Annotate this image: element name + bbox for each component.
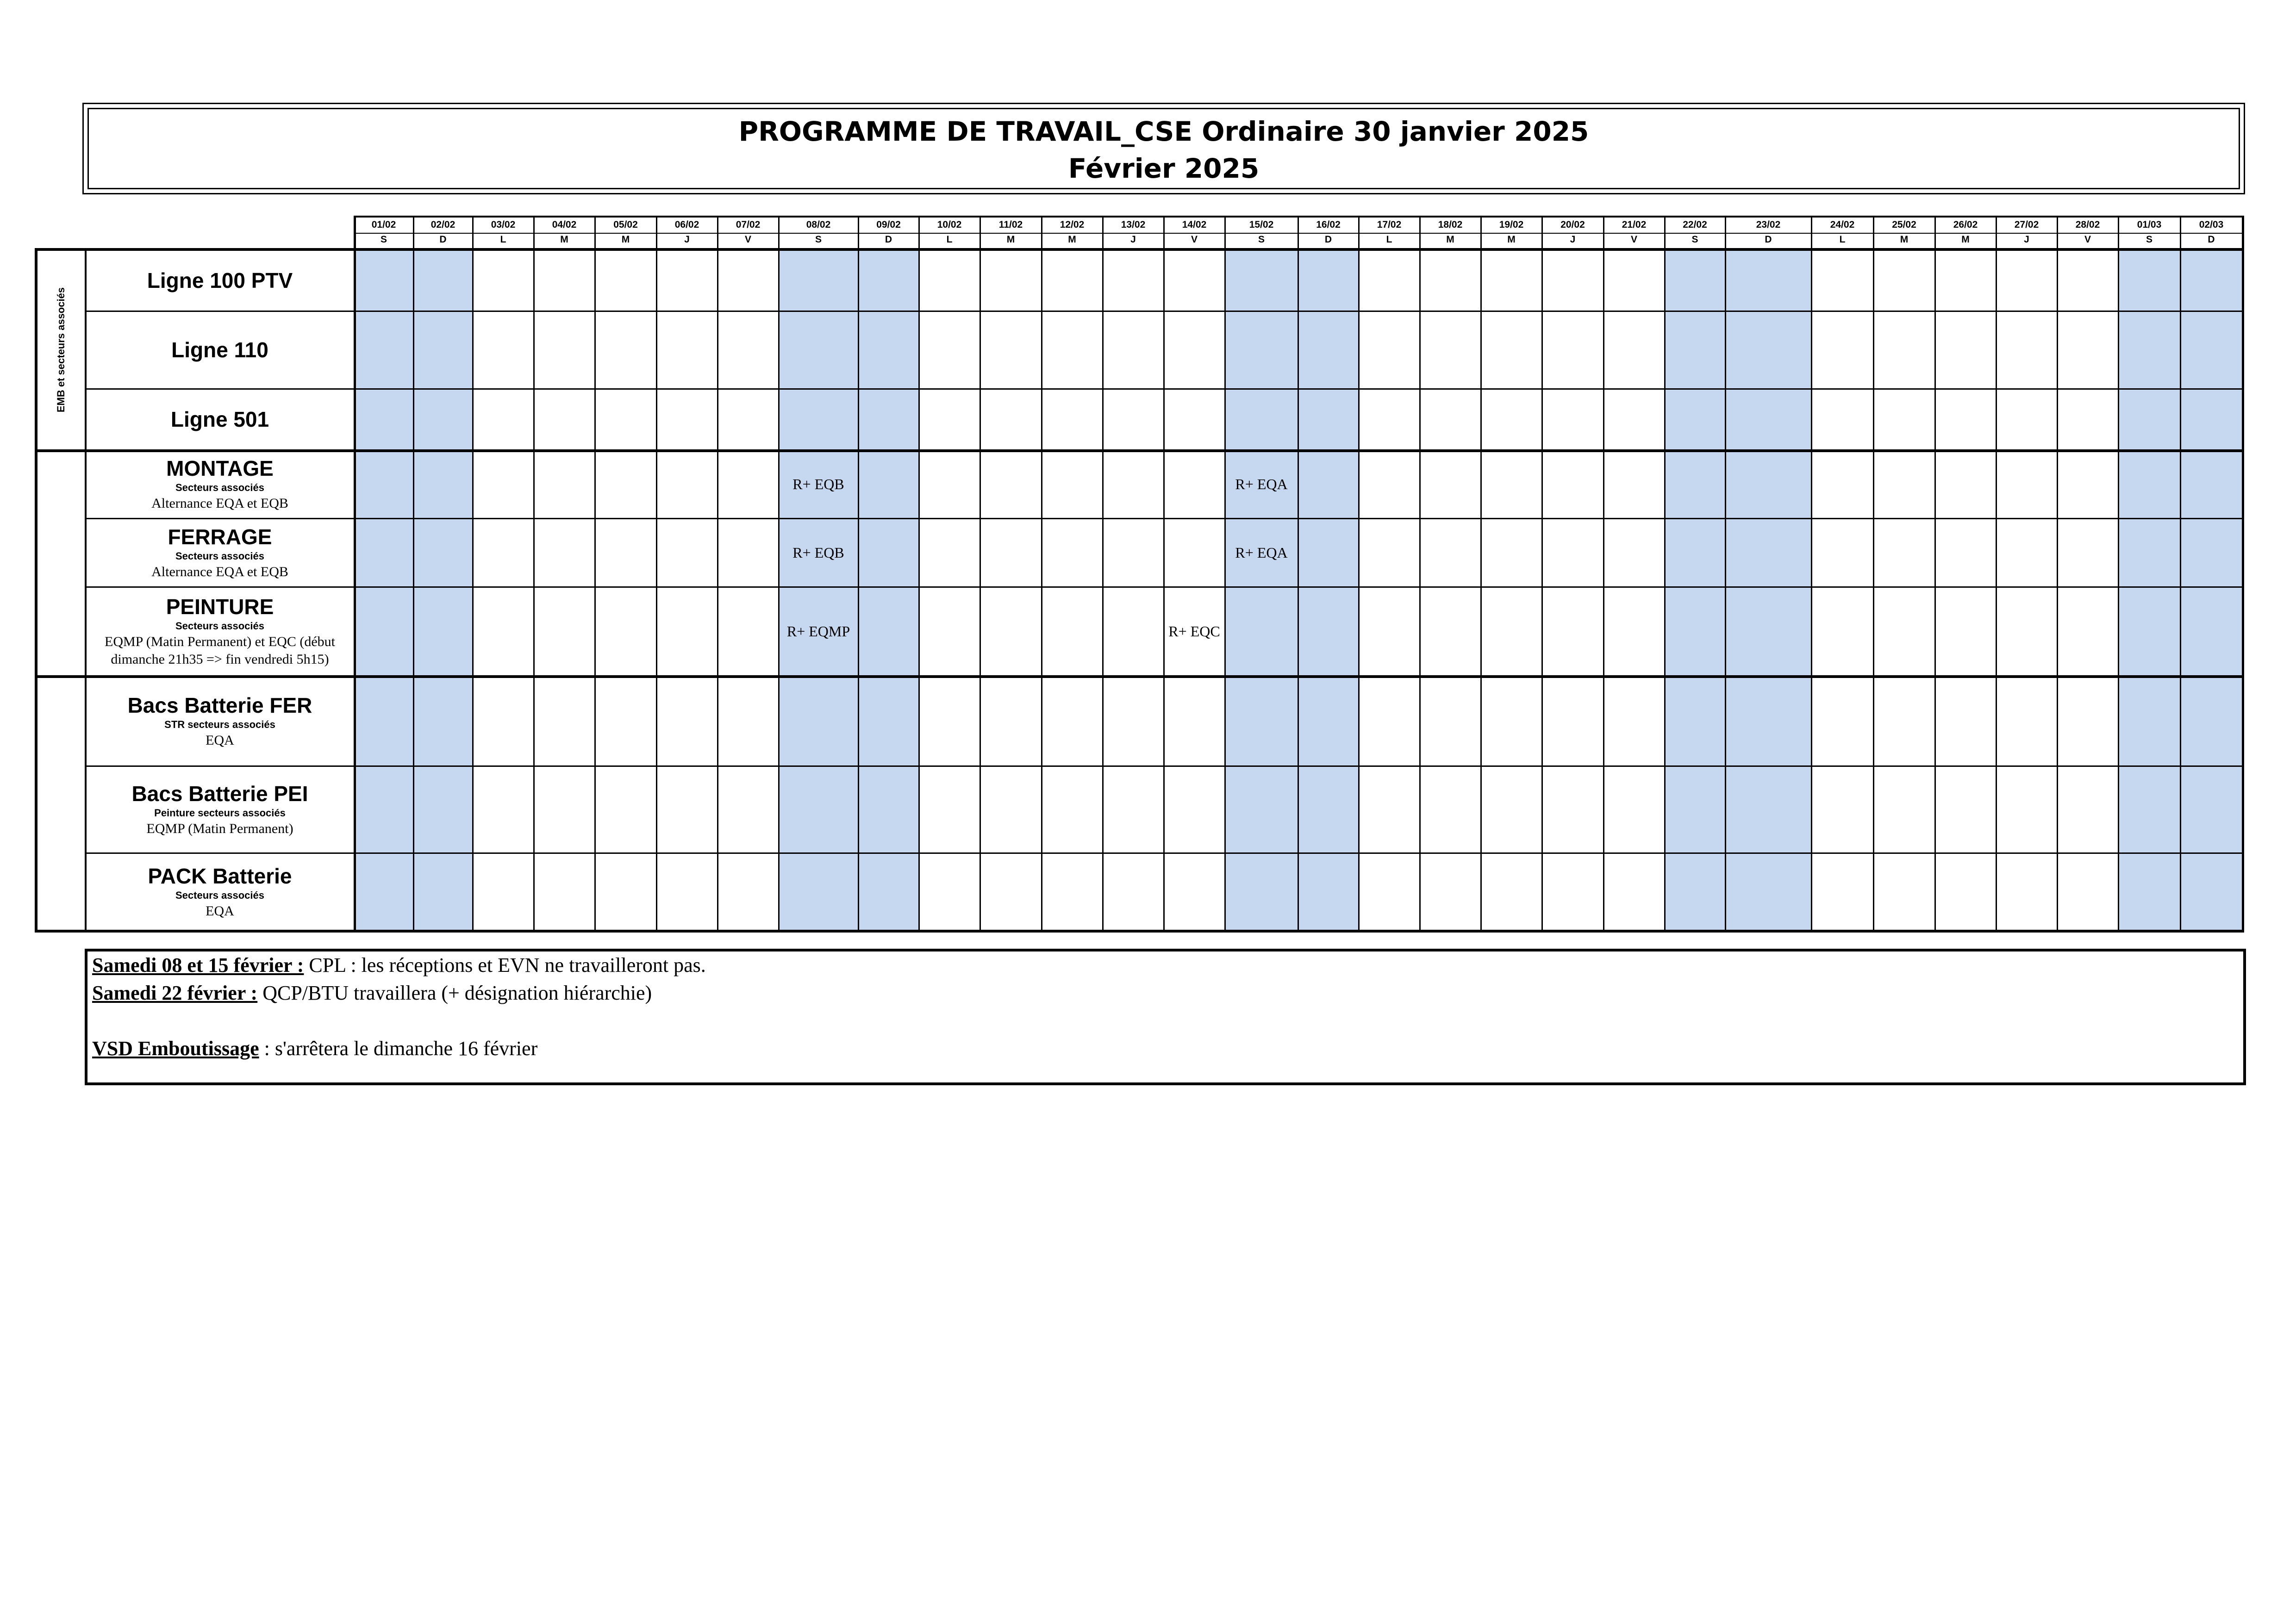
note-line-1 [92,952,706,978]
header-day: M [1507,234,1516,245]
row-detail: Alternance EQA et EQB [151,496,288,511]
header-day: D [885,234,892,245]
note-line-4 [92,1036,537,1062]
row-name: FERRAGE [168,525,272,549]
header-date: 25/02 [1892,219,1916,230]
header-date: 05/02 [613,219,638,230]
column-border [2180,216,2181,930]
weekend-shade [354,250,413,930]
row-detail: Alternance EQA et EQB [151,564,288,579]
column-border [2242,216,2244,930]
header-day: M [1900,234,1909,245]
row-label [86,518,354,587]
header-day: L [1386,234,1392,245]
header-date: 03/02 [491,219,516,230]
row-sub: Secteurs associés [175,482,265,493]
row-border [85,765,2244,767]
column-border [1541,216,1543,930]
group-label: EMB et secteurs associés [55,287,67,413]
column-border [1996,216,1997,930]
header-day: L [500,234,506,245]
row-label [86,250,354,311]
row-label [86,766,354,853]
weekend-shade [1225,250,1298,930]
weekend-shade [413,250,473,930]
header-mid-border [354,233,2244,234]
group-border [35,930,2244,933]
header-date: 12/02 [1060,219,1085,230]
header-date: 14/02 [1182,219,1207,230]
row-label [86,853,354,930]
header-day: S [380,234,387,245]
header-day: M [621,234,630,245]
column-border [594,216,596,930]
header-date: 22/02 [1683,219,1707,230]
column-border [1811,216,1812,930]
column-border [533,216,535,930]
header-date: 21/02 [1622,219,1647,230]
header-date: 01/02 [371,219,396,230]
cell-annotation: R+ EQMP [786,622,850,640]
cell-annotation: R+ EQB [792,544,844,561]
row-detail: EQMP (Matin Permanent) [146,821,293,836]
row-sub: Secteurs associés [175,550,265,562]
column-border [1725,216,1726,930]
header-date: 28/02 [2075,219,2100,230]
header-date: 19/02 [1499,219,1524,230]
header-day: V [744,234,751,245]
header-date: 06/02 [674,219,699,230]
page-subtitle: Février 2025 [1068,153,1260,184]
notes-box [85,949,2246,1085]
header-day: M [1068,234,1076,245]
column-border [1664,216,1666,930]
note-text: : s'arrêtera le dimanche 16 février [259,1037,538,1060]
group-border [35,449,2244,452]
header-day: V [2084,234,2091,245]
header-day: M [1961,234,1970,245]
header-day: J [684,234,690,245]
column-border [2118,216,2119,930]
header-date: 20/02 [1560,219,1585,230]
weekend-shade [1298,250,1359,930]
header-date: 27/02 [2014,219,2039,230]
column-border [1873,216,1874,930]
column-border [918,216,920,930]
header-date: 13/02 [1121,219,1146,230]
row-label [86,311,354,389]
cell-annotation: R+ EQA [1235,544,1288,561]
note-key: Samedi 22 février : [92,982,258,1004]
row-detail: EQA [206,903,234,919]
column-border [1041,216,1042,930]
header-day: J [1130,234,1136,245]
row-label [86,587,354,676]
cell-annotation: R+ EQB [792,475,844,492]
header-day: M [1446,234,1454,245]
note-text: QCP/BTU travaillera (+ désignation hiérarchie) [257,982,652,1004]
header-bottom-border [35,248,2244,251]
column-border [1419,216,1421,930]
column-border [1358,216,1360,930]
header-day: L [1839,234,1846,245]
header-day: V [1191,234,1198,245]
header-date: 10/02 [937,219,962,230]
header-day: M [560,234,568,245]
row-name: Ligne 110 [171,338,268,362]
header-date: 02/03 [2199,219,2224,230]
header-day: V [1630,234,1637,245]
row-border [85,311,2244,312]
row-sub: Peinture secteurs associés [154,807,286,819]
header-day: L [946,234,953,245]
header-date: 24/02 [1830,219,1855,230]
header-day: D [1324,234,1332,245]
header-date: 09/02 [876,219,901,230]
weekend-shade [858,250,919,930]
weekend-shade [2180,250,2242,930]
header-date: 02/02 [430,219,455,230]
row-name: Bacs Batterie FER [127,693,312,717]
row-label [86,450,354,518]
header-day: S [815,234,822,245]
header-date: 04/02 [552,219,577,230]
note-text: CPL : les réceptions et EVN ne travailleront pas. [304,954,706,976]
row-name: MONTAGE [166,456,274,480]
header-day: J [2024,234,2029,245]
header-date: 08/02 [806,219,831,230]
header-day: S [2146,234,2152,245]
row-sub: STR secteurs associés [164,718,275,730]
row-border [85,852,2244,854]
weekend-shade [1725,250,1811,930]
column-border [1163,216,1165,930]
header-day: S [1258,234,1265,245]
header-date: 01/03 [2137,219,2162,230]
column-border [1102,216,1104,930]
group-border [35,675,2244,678]
column-border [1480,216,1482,930]
note-key: Samedi 08 et 15 février : [92,954,304,976]
weekend-shade [1665,250,1725,930]
header-day: D [439,234,447,245]
row-sub: Secteurs associés [175,889,265,901]
left-outer-border [35,248,37,932]
row-name: Ligne 501 [170,407,269,431]
header-day: J [1570,234,1576,245]
row-border [85,388,2244,390]
header-day: D [1765,234,1772,245]
header-date: 26/02 [1953,219,1978,230]
header-day: D [2208,234,2215,245]
header-date: 11/02 [998,219,1023,230]
cell-annotation: R+ EQC [1168,622,1220,640]
header-date: 17/02 [1377,219,1402,230]
header-day: M [1006,234,1015,245]
note-key: VSD Emboutissage [92,1037,259,1060]
header-date: 07/02 [736,219,761,230]
header-date: 15/02 [1249,219,1274,230]
header-date: 16/02 [1316,219,1341,230]
cell-annotation: R+ EQA [1235,475,1288,492]
weekend-shade [2118,250,2180,930]
column-border [413,216,414,930]
row-detail: EQA [206,732,234,748]
row-name: PEINTURE [166,595,274,619]
row-label [86,676,354,766]
header-top-border [354,216,2244,218]
header-date: 23/02 [1756,219,1781,230]
column-border [1603,216,1604,930]
page-title: PROGRAMME DE TRAVAIL_CSE Ordinaire 30 janvier 2025 [738,116,1589,147]
row-name: Ligne 100 PTV [147,268,293,292]
column-border [472,216,474,930]
column-border [1934,216,1936,930]
column-border [656,216,657,930]
column-border [2057,216,2058,930]
header-day: S [1691,234,1698,245]
note-line-2 [92,980,652,1006]
column-border [980,216,981,930]
header-date: 18/02 [1438,219,1463,230]
row-border [85,518,2244,519]
row-name: Bacs Batterie PEI [131,782,308,806]
row-sub: Secteurs associés [175,620,265,632]
row-label [86,389,354,450]
row-detail: EQMP (Matin Permanent) et EQC (début dimanche 21h35 => fin vendredi 5h15) [105,634,335,667]
column-border [717,216,718,930]
row-name: PACK Batterie [148,864,292,888]
